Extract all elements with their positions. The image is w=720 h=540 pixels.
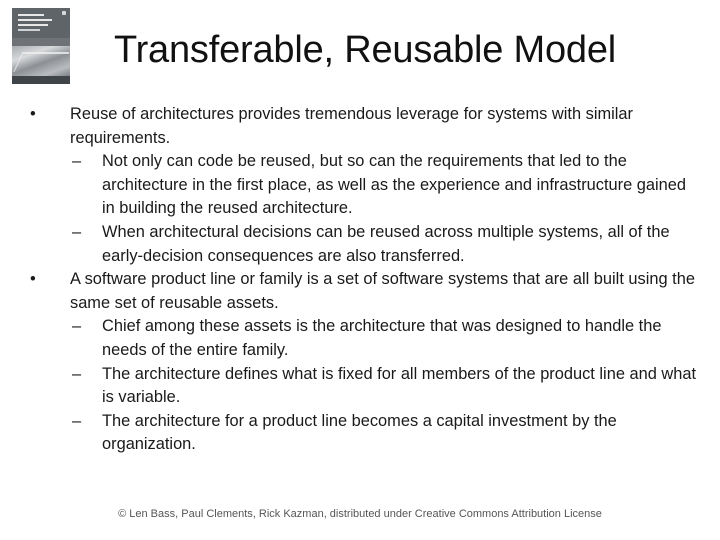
book-cover-icon <box>12 8 70 84</box>
cover-title-line <box>18 24 48 26</box>
cover-logo-dot <box>62 11 66 15</box>
bullet-marker: • <box>30 270 36 289</box>
sub-bullet-text: The architecture for a product line becomes a capital investment by the organization. <box>102 411 617 454</box>
bullet-marker: • <box>30 105 36 123</box>
sub-bullet-text: When architectural decisions can be reused across multiple systems, all of the early-decision consequences are also transferred. <box>102 222 670 265</box>
sub-bullet-marker: – <box>72 317 82 336</box>
sub-bullet-item <box>30 363 700 410</box>
bullet-item <box>30 103 700 150</box>
sub-bullet-item <box>30 150 700 221</box>
sub-bullet-text: The architecture defines what is fixed for all members of the product line and what is variable. <box>102 364 697 407</box>
sub-bullet-marker: – <box>72 364 82 383</box>
bullet-text: Reuse of architectures provides tremendous leverage for systems with similar requirements. <box>70 105 633 147</box>
cover-photo <box>12 46 70 76</box>
sub-bullet-marker: – <box>72 152 82 171</box>
slide-body <box>30 103 700 457</box>
cover-subtitle-line <box>18 29 40 31</box>
cover-title-line <box>18 19 52 21</box>
slide-title: Transferable, Reusable Model <box>114 29 617 71</box>
cover-footer-band <box>12 76 70 84</box>
bullet-item <box>30 268 700 315</box>
sub-bullet-marker: – <box>72 411 82 430</box>
sub-bullet-item <box>30 221 700 268</box>
sub-bullet-item <box>30 410 700 457</box>
cover-title-line <box>18 14 44 16</box>
sub-bullet-text: Chief among these assets is the architecture that was designed to handle the needs of the entire family. <box>102 317 662 359</box>
bullet-text: A software product line or family is a set of software systems that are all built using the same set of reusable assets. <box>70 270 695 312</box>
sub-bullet-item <box>30 315 700 362</box>
sub-bullet-text: Not only can code be reused, but so can the requirements that led to the architecture in the first place, as well as the experience and infrastructure gained in building the reused architecture. <box>102 152 687 218</box>
copyright-footer: © Len Bass, Paul Clements, Rick Kazman, distributed under Creative Commons Attribution License <box>118 508 602 520</box>
sub-bullet-marker: – <box>72 222 82 241</box>
